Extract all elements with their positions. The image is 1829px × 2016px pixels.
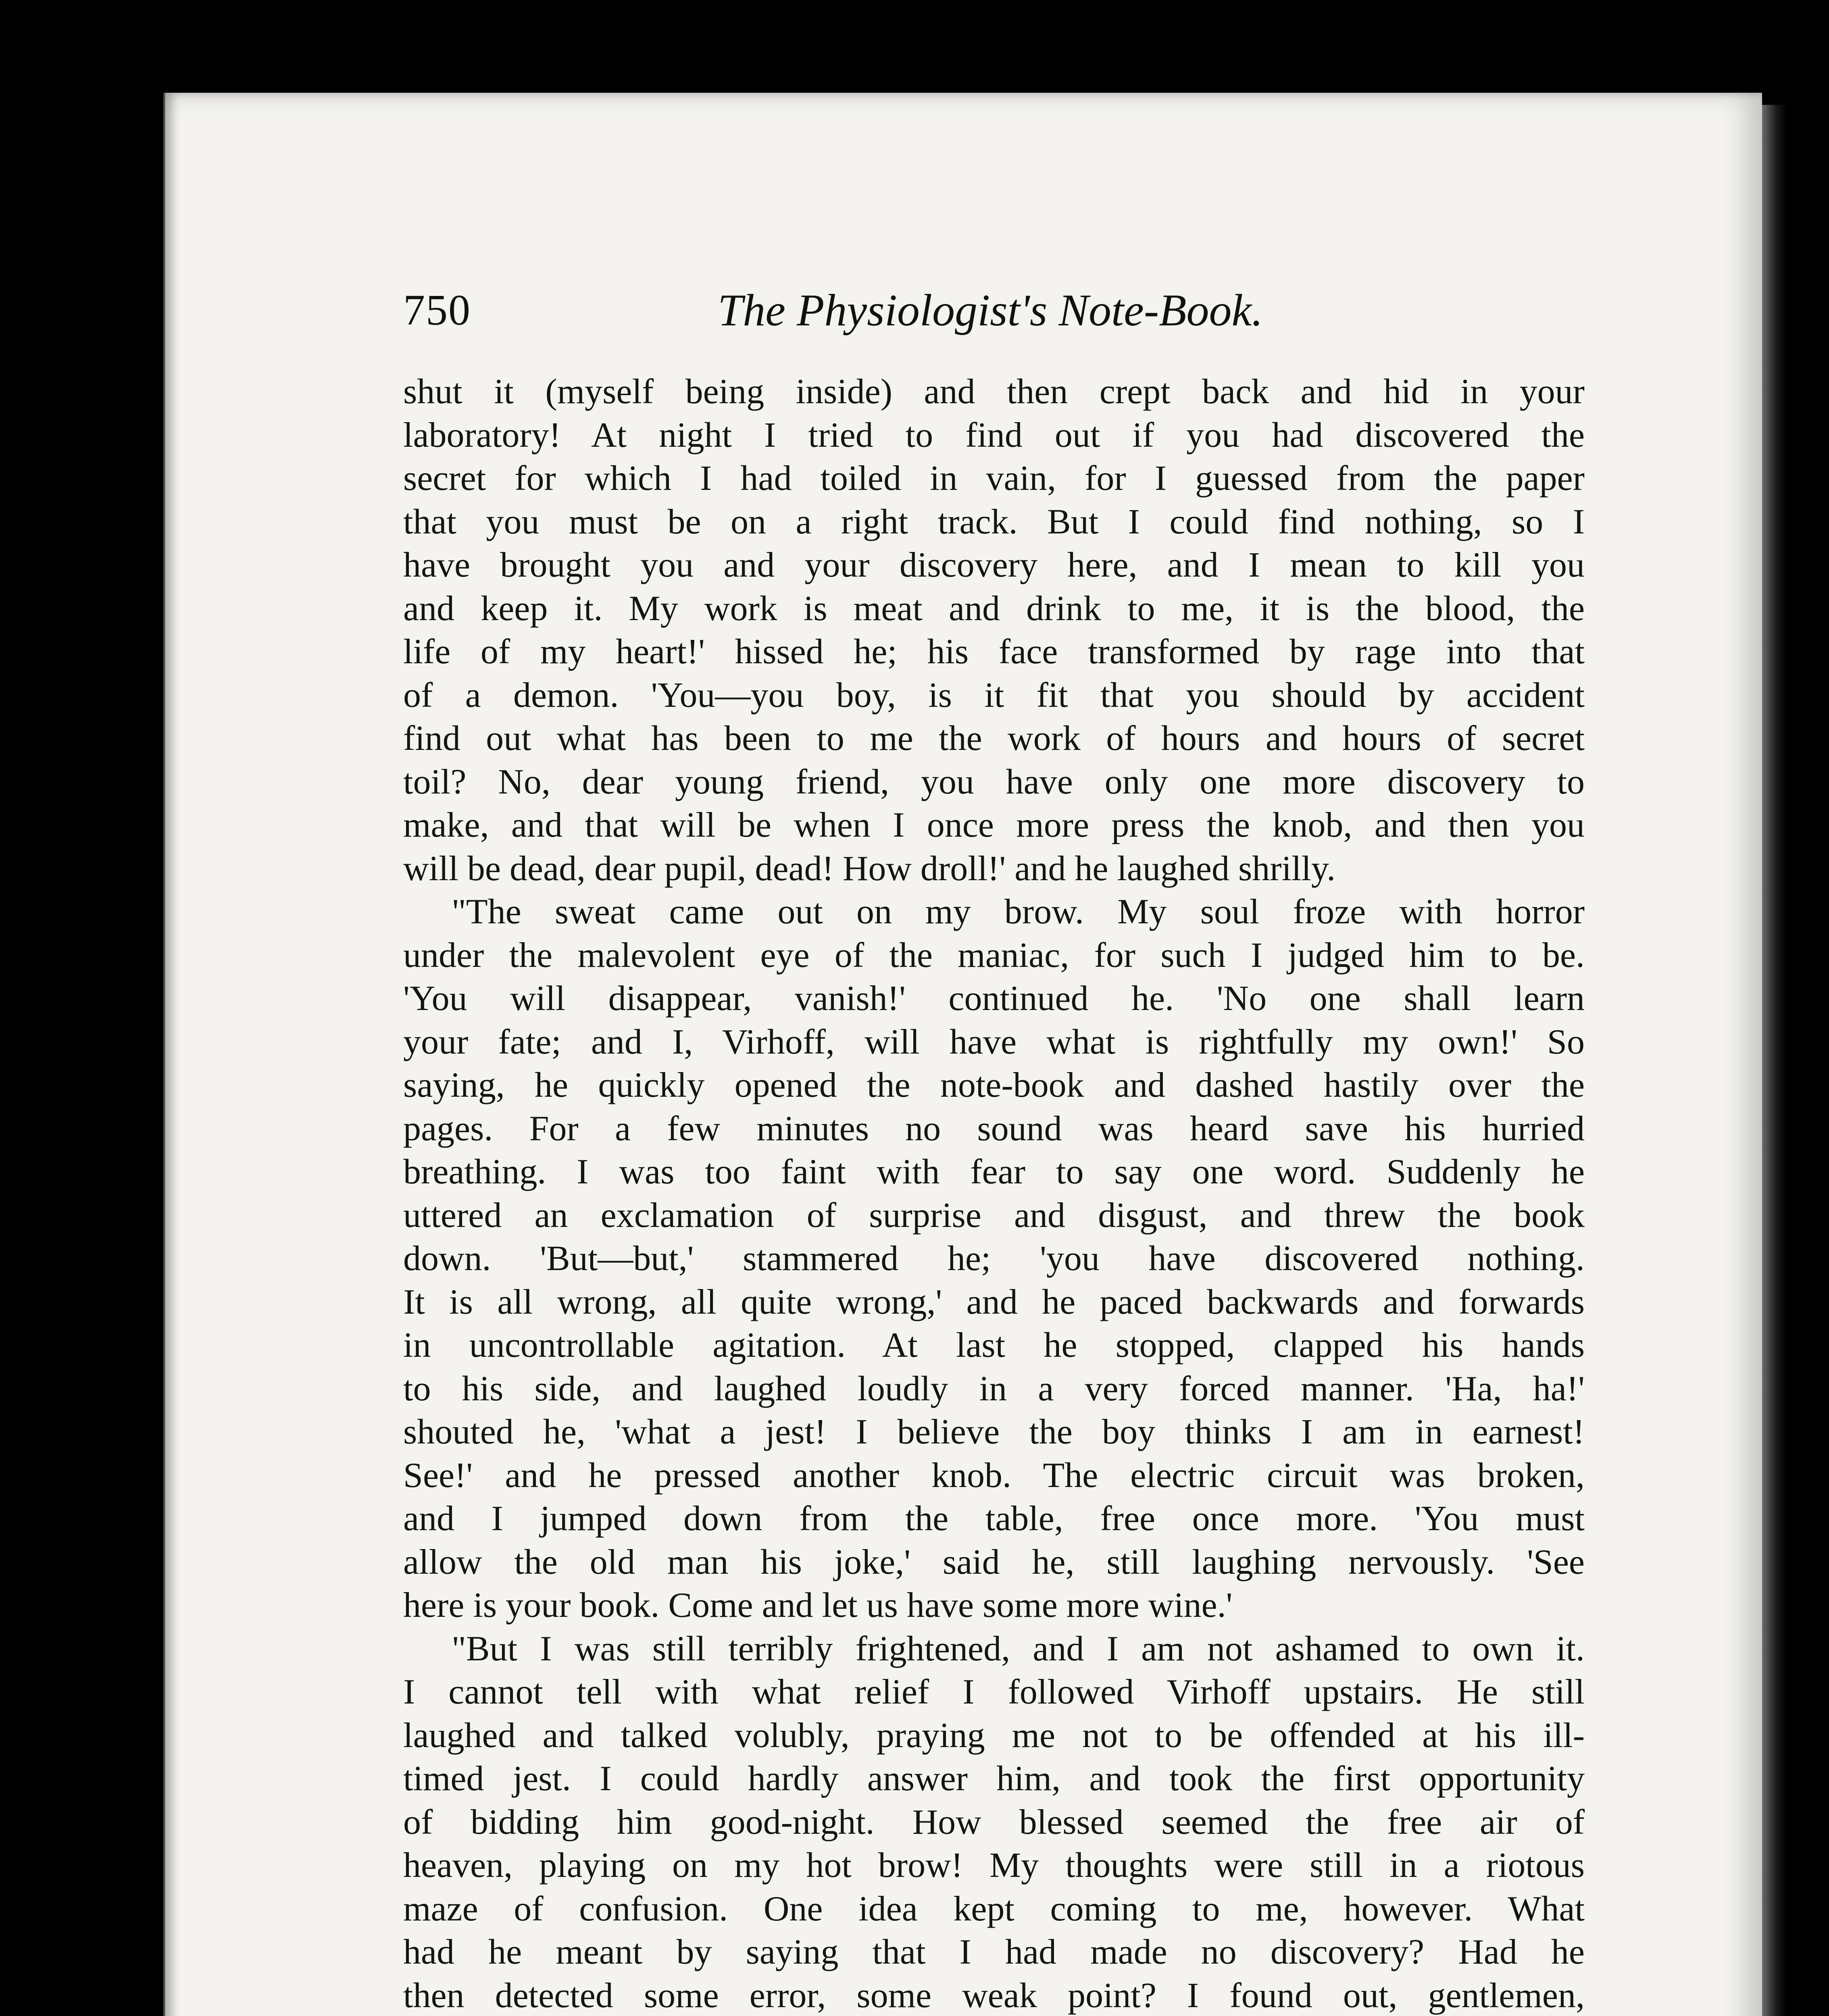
body-line: 'You will disappear, vanish!' continued he. 'No one shall learn <box>403 979 1585 1018</box>
body-line: that you must be on a right track. But I could find nothing, so I <box>403 502 1585 541</box>
body-line: toil? No, dear young friend, you have only one more discovery to <box>403 762 1585 802</box>
body-line: your fate; and I, Virhoff, will have what is rightfully my own!' So <box>403 1022 1585 1062</box>
body-line: It is all wrong, all quite wrong,' and he paced backwards and forwards <box>403 1282 1585 1322</box>
body-line: down. 'But—but,' stammered he; 'you have discovered nothing. <box>403 1239 1585 1278</box>
body-line: allow the old man his joke,' said he, still laughing nervously. 'See <box>403 1542 1585 1582</box>
body-line: of bidding him good-night. How blessed seemed the free air of <box>403 1802 1585 1842</box>
body-line: under the malevolent eye of the maniac, for such I judged him to be. <box>403 935 1585 975</box>
body-line: in uncontrollable agitation. At last he stopped, clapped his hands <box>403 1326 1585 1365</box>
body-line: and keep it. My work is meat and drink to me, it is the blood, the <box>403 589 1585 628</box>
body-line: uttered an exclamation of surprise and disgust, and threw the book <box>403 1195 1585 1235</box>
body-line: life of my heart!' hissed he; his face transformed by rage into that <box>403 632 1585 671</box>
body-line: See!' and he pressed another knob. The electric circuit was broken, <box>403 1456 1585 1495</box>
body-line: "But I was still terribly frightened, and I am not ashamed to own it. <box>452 1629 1585 1668</box>
body-line: will be dead, dear pupil, dead! How droll!' and he laughed shrilly. <box>403 849 1336 888</box>
body-line: heaven, playing on my hot brow! My thoughts were still in a riotous <box>403 1846 1585 1885</box>
body-line: and I jumped down from the table, free once more. 'You must <box>403 1499 1585 1538</box>
body-line: shouted he, 'what a jest! I believe the boy thinks I am in earnest! <box>403 1412 1585 1452</box>
running-header <box>403 282 1581 339</box>
body-line: laboratory! At night I tried to find out if you had discovered the <box>403 415 1585 455</box>
body-line: maze of confusion. One idea kept coming to me, however. What <box>403 1889 1585 1929</box>
body-line: pages. For a few minutes no sound was heard save his hurried <box>403 1109 1585 1148</box>
body-line: then detected some error, some weak point? I found out, gentlemen, <box>403 1976 1585 2015</box>
body-line: to his side, and laughed loudly in a very forced manner. 'Ha, ha!' <box>403 1369 1585 1408</box>
body-line: I cannot tell with what relief I followed Virhoff upstairs. He still <box>403 1672 1585 1712</box>
page-number: 750 <box>403 286 471 334</box>
body-line: timed jest. I could hardly answer him, and took the first opportunity <box>403 1759 1585 1798</box>
body-line: of a demon. 'You—you boy, is it fit that you should by accident <box>403 675 1585 715</box>
body-line: laughed and talked volubly, praying me not to be offended at his ill- <box>403 1716 1585 1755</box>
running-title: The Physiologist's Note-Book. <box>718 285 1263 335</box>
body-line: breathing. I was too faint with fear to say one word. Suddenly he <box>403 1152 1585 1191</box>
body-line: make, and that will be when I once more press the knob, and then you <box>403 806 1585 845</box>
body-line: saying, he quickly opened the note-book and dashed hastily over the <box>403 1066 1585 1105</box>
body-line: here is your book. Come and let us have some more wine.' <box>403 1586 1233 1625</box>
article-body <box>403 370 1585 2016</box>
body-line: secret for which I had toiled in vain, for I guessed from the paper <box>403 459 1585 498</box>
body-line: find out what has been to me the work of hours and hours of secret <box>403 719 1585 758</box>
body-line: shut it (myself being inside) and then crept back and hid in your <box>403 372 1585 411</box>
body-line: "The sweat came out on my brow. My soul froze with horror <box>452 892 1585 931</box>
body-line: have brought you and your discovery here, and I mean to kill you <box>403 546 1585 585</box>
body-line: had he meant by saying that I had made no discovery? Had he <box>403 1933 1585 1972</box>
